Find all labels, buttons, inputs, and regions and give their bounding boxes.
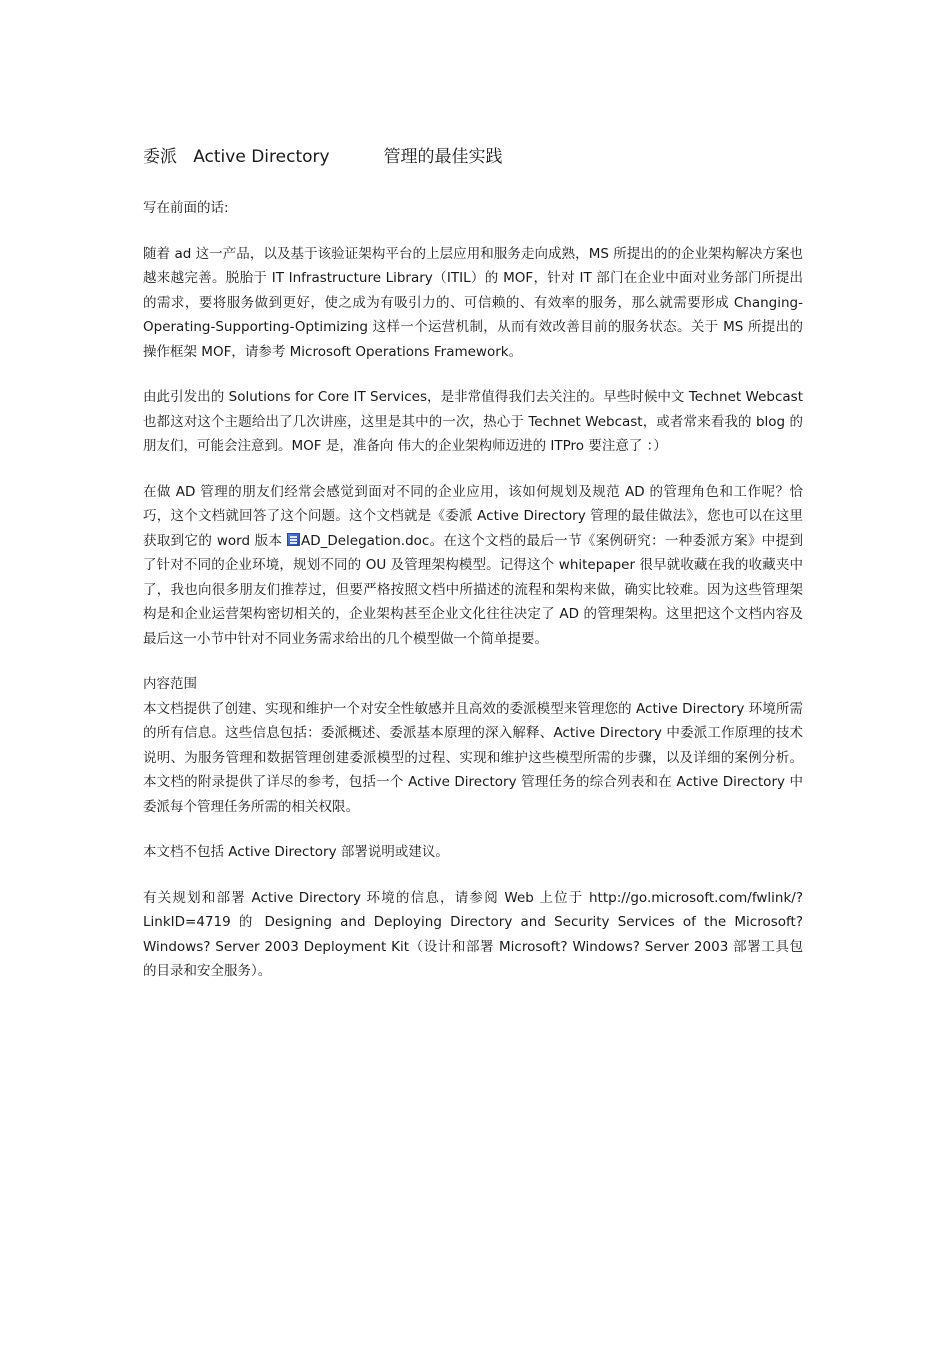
paragraph-core-it-services: 由此引发出的 Solutions for Core IT Services，是非常值得我们去关注的。早些时候中文 Technet Webcast 也都这对这个主题给出了几次讲座，这里是其中的一次，热心于 Technet Webcast，或者常来看我的 blog 的朋友们，可能会注意到。MOF 是，准备向 伟大的企业架构师迈进的 ITPro 要注意了 ：） xyxy=(143,389,803,454)
title-part-3: 管理的最佳实践 xyxy=(383,147,503,167)
paragraph-ad-delegation-doc xyxy=(143,480,803,652)
paragraph-planning-reference: 有关规划和部署 Active Directory 环境的信息，请参阅 Web 上位于 http://go.microsoft.com/fwlink/?LinkID=4719 的 Designing and Deploying Directory and Security Services of the Microsoft? Windows? Server 2003 Deployment Kit（设计和部署 Microsoft? Windows? Server 2003 部署工具包的目录和安全服务）。 xyxy=(143,889,803,979)
paragraph-ad-delegation-doc-part1: 在做 AD 管理的朋友们经常会感觉到面对不同的企业应用，该如何规划及规范 AD 的管理角色和工作呢？恰巧，这个文档就回答了这个问题。这个文档就是《委派 Active Directory 管理的最佳做法》，您也可以在这里获取到它的 word 版本 xyxy=(143,483,803,549)
paragraph-scope: 本文档提供了创建、实现和维护一个对安全性敏感并且高效的委派模型来管理您的 Active Directory 环境所需的所有信息。这些信息包括：委派概述、委派基本原理的深入解释、Active Directory 中委派工作原理的技术说明、为服务管理和数据管理创建委派模型的过程、实现和维护这些模型所需的步骤，以及详细的案例分析。本文档的附录提供了详尽的参考，包括一个 Active Directory 管理任务的综合列表和在 Active Directory 中委派每个管理任务所需的相关权限。 xyxy=(143,700,803,815)
document-title xyxy=(143,140,803,174)
preface-heading: 写在前面的话: xyxy=(143,200,229,216)
title-part-1: 委派 xyxy=(143,147,177,167)
title-part-2: Active Directory xyxy=(193,147,330,167)
scope-heading: 内容范围 xyxy=(143,676,197,692)
document-page xyxy=(143,140,803,1005)
paragraph-not-included: 本文档不包括 Active Directory 部署说明或建议。 xyxy=(143,844,449,860)
word-document-icon[interactable] xyxy=(287,533,300,546)
paragraph-mof-intro: 随着 ad 这一产品，以及基于该验证架构平台的上层应用和服务走向成熟，MS 所提出的的企业架构解决方案也越来越完善。脱胎于 IT Infrastructure Library（ITIL）的 MOF，针对 IT 部门在企业中面对业务部门所提出的需求，要将服务做到更好，使之成为有吸引力的、可信赖的、有效率的服务，那么就需要形成 Changing-Operating-Supporting-Optimizing 这样一个运营机制，从而有效改善目前的服务状态。关于 MS 所提出的操作框架 MOF，请参考 Microsoft Operations Framework。 xyxy=(143,245,803,360)
paragraph-ad-delegation-doc-part2: AD_Delegation.doc。在这个文档的最后一节《案例研究：一种委派方案》中提到了针对不同的企业环境，规划不同的 OU 及管理架构模型。记得这个 whitepaper 很早就收藏在我的收藏夹中了，我也向很多朋友们推荐过，但要严格按照文档中所描述的流程和架构来做，确实比较难。因为这些管理架构是和企业运营架构密切相关的，企业架构甚至企业文化往往决定了 AD 的管理架构。这里把这个文档内容及最后这一小节中针对不同业务需求给出的几个模型做一个简单提要。 xyxy=(143,532,803,647)
